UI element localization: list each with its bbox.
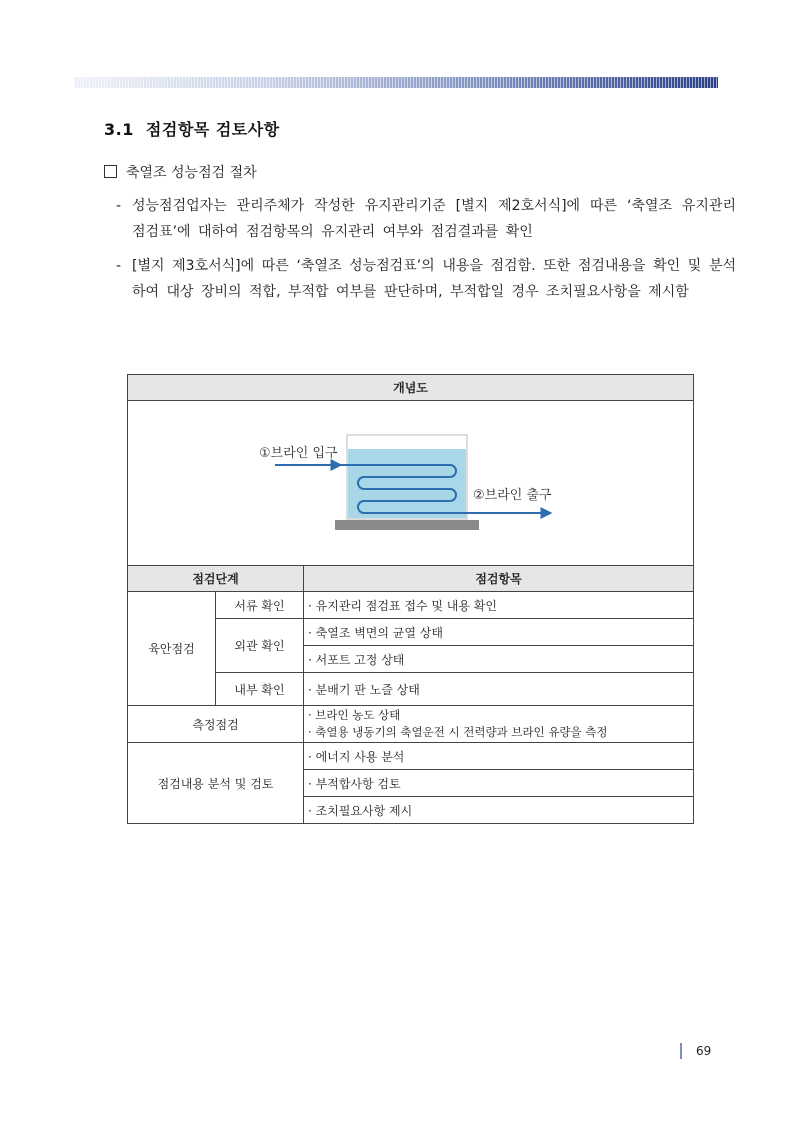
table-row-item: · 브라인 농도 상태	[308, 708, 401, 722]
brine-tank-diagram	[128, 401, 692, 565]
tank-water	[348, 449, 466, 518]
substage-interior-check: 내부 확인	[216, 673, 304, 706]
table-row-item: · 서포트 고정 상태	[304, 646, 694, 673]
bullet-item: - 성능점검업자는 관리주체가 작성한 유지관리기준 [별지 제2호서식]에 따른 ‘축열조 유지관리 점검표’에 대하여 점검항목의 유지관리 여부와 점검결과를 확인	[116, 198, 736, 240]
substage-exterior-check: 외관 확인	[216, 619, 304, 673]
subheading	[104, 162, 257, 182]
group-measurement-inspection: 측정점검	[128, 706, 304, 743]
bullet-text: [별지 제3호서식]에 따른 ‘축열조 성능점검표’의 내용을 점검함. 또한 점검내용을 확인 및 분석하여 대상 장비의 적합, 부적합 여부를 판단하며, 부적합일 경우 조치필요사항을 제시함	[132, 258, 736, 300]
table-row-item: · 축열용 냉동기의 축열운전 시 전력량과 브라인 유량을 측정	[308, 725, 608, 739]
bullet-text: 성능점검업자는 관리주체가 작성한 유지관리기준 [별지 제2호서식]에 따른 ‘축열조 유지관리 점검표’에 대하여 점검항목의 유지관리 여부와 점검결과를 확인	[132, 198, 736, 240]
inspection-table	[127, 374, 694, 824]
subheading-text: 축열조 성능점검 절차	[126, 165, 257, 181]
tank-base	[335, 520, 479, 530]
page-number: 69	[680, 1043, 711, 1059]
header-decoration-bar	[74, 77, 718, 88]
inlet-label: ①브라인 입구	[259, 446, 338, 461]
table-row-item: · 축열조 벽면의 균열 상태	[304, 619, 694, 646]
concept-header: 개념도	[128, 375, 694, 401]
measurement-items-cell	[304, 706, 694, 743]
column-header-item: 점검항목	[304, 566, 694, 592]
table-row-item: · 분배기 판 노즐 상태	[304, 673, 694, 706]
group-analysis-review: 점검내용 분석 및 검토	[128, 743, 304, 824]
bullet-item: - [별지 제3호서식]에 따른 ‘축열조 성능점검표’의 내용을 점검함. 또한 점검내용을 확인 및 분석하여 대상 장비의 적합, 부적합 여부를 판단하며, 부적합일 경우 조치필요사항을 제시함	[116, 258, 736, 300]
section-title-text: 점검항목 검토사항	[145, 120, 280, 139]
column-header-stage: 점검단계	[128, 566, 304, 592]
table-row-item: · 부적합사항 검토	[304, 770, 694, 797]
substage-document-check: 서류 확인	[216, 592, 304, 619]
table-row-item: · 에너지 사용 분석	[304, 743, 694, 770]
outlet-label: ②브라인 출구	[473, 488, 552, 503]
section-title	[104, 117, 280, 140]
table-row-item: · 유지관리 점검표 접수 및 내용 확인	[304, 592, 694, 619]
concept-diagram-cell	[128, 401, 694, 566]
group-visual-inspection: 육안점검	[128, 592, 216, 706]
section-number: 3.1	[104, 120, 134, 139]
checkbox-square-icon	[104, 165, 117, 178]
table-row-item: · 조치필요사항 제시	[304, 797, 694, 824]
